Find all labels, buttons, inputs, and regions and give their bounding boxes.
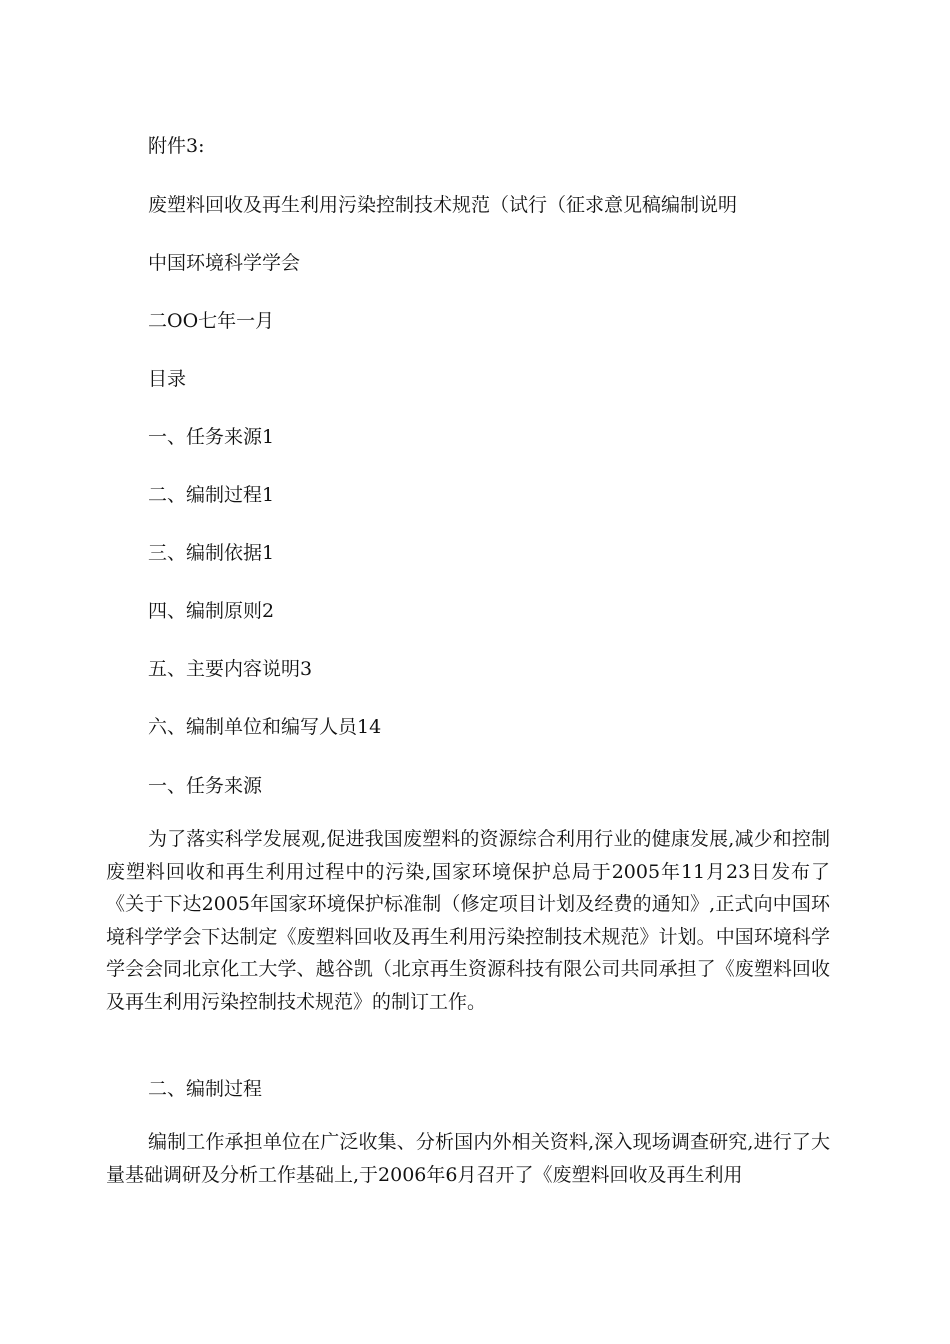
section-body: 为了落实科学发展观,促进我国废塑料的资源综合利用行业的健康发展,减少和控制废塑料回收和再生利用过程中的污染,国家环境保护总局于2005年11月23日发布了《关于下达2005年国家环境保护标准制（修定项目计划及经费的通知》,正式向中国环境科学学会下达制定《废塑料回收及再生利用污染控制技术规范》计划。中国环境科学学会会同北京化工大学、越谷凯（北京再生资源科技有限公司共同承担了《废塑料回收及再生利用污染控制技术规范》的制订工作。	[106, 828, 830, 1013]
toc-item: 六、编制单位和编写人员14	[148, 716, 382, 738]
toc-item: 三、编制依据1	[148, 542, 275, 564]
toc-item: 二、编制过程1	[148, 484, 275, 506]
toc-item: 一、任务来源1	[148, 426, 275, 448]
section-body: 编制工作承担单位在广泛收集、分析国内外相关资料,深入现场调查研究,进行了大量基础调研及分析工作基础上,于2006年6月召开了《废塑料回收及再生利用	[106, 1131, 830, 1186]
section-heading: 一、任务来源	[148, 775, 263, 797]
organization-name: 中国环境科学学会	[148, 252, 301, 274]
toc-item: 五、主要内容说明3	[148, 658, 313, 680]
document-title: 废塑料回收及再生利用污染控制技术规范（试行（征求意见稿编制说明	[148, 194, 738, 216]
toc-item: 四、编制原则2	[148, 600, 275, 622]
toc-heading: 目录	[148, 368, 187, 390]
document-date: 二OO七年一月	[148, 310, 275, 332]
section-heading: 二、编制过程	[148, 1078, 263, 1100]
attachment-label: 附件3:	[148, 135, 205, 157]
